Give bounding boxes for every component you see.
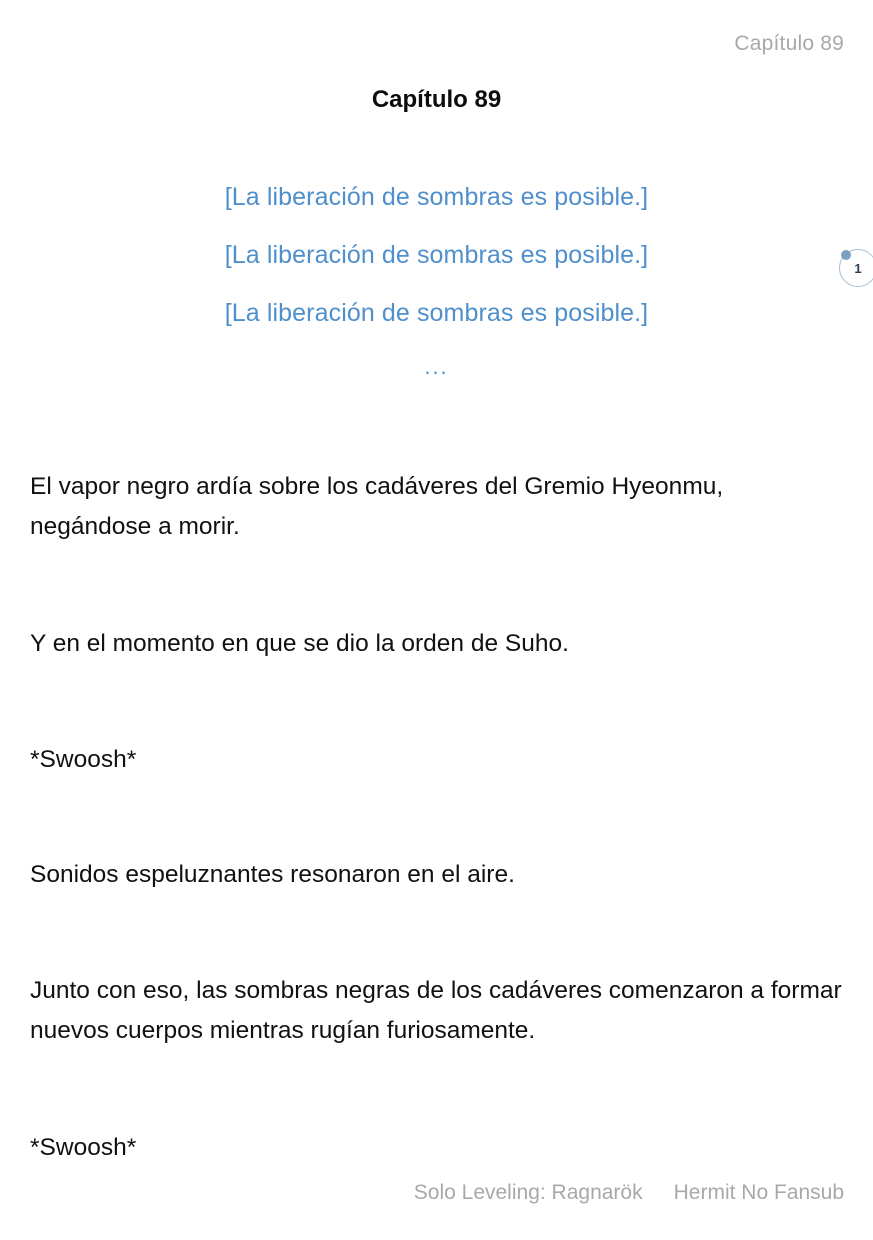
system-messages [0, 178, 873, 382]
footnote-dot-icon [841, 250, 851, 260]
chapter-title: Capítulo 89 [371, 86, 502, 113]
system-message: [La liberación de sombras es posible.] [224, 241, 649, 269]
footer-translator: Hermit No Fansub [673, 1181, 844, 1204]
footer [414, 1181, 844, 1205]
paragraph: Sonidos espeluznantes resonaron en el aire. [30, 861, 515, 888]
footnote-number: 1 [854, 260, 862, 276]
paragraph: *Swoosh* [30, 746, 137, 773]
footer-series-title: Solo Leveling: Ragnarök [413, 1181, 643, 1204]
paragraph: Y en el momento en que se dio la orden de Suho. [30, 630, 569, 657]
ellipsis: ... [424, 354, 449, 379]
system-message: [La liberación de sombras es posible.] [224, 299, 649, 327]
system-message: [La liberación de sombras es posible.] [224, 183, 649, 211]
header-chapter-label: Capítulo 89 [734, 32, 844, 55]
paragraph: El vapor negro ardía sobre los cadáveres del Gremio Hyeonmu, negándose a morir. [30, 473, 724, 540]
paragraph: Junto con eso, las sombras negras de los cadáveres comenzaron a formar nuevos cuerpos mientras rugían furiosamente. [30, 977, 842, 1044]
paragraph: *Swoosh* [30, 1134, 137, 1161]
